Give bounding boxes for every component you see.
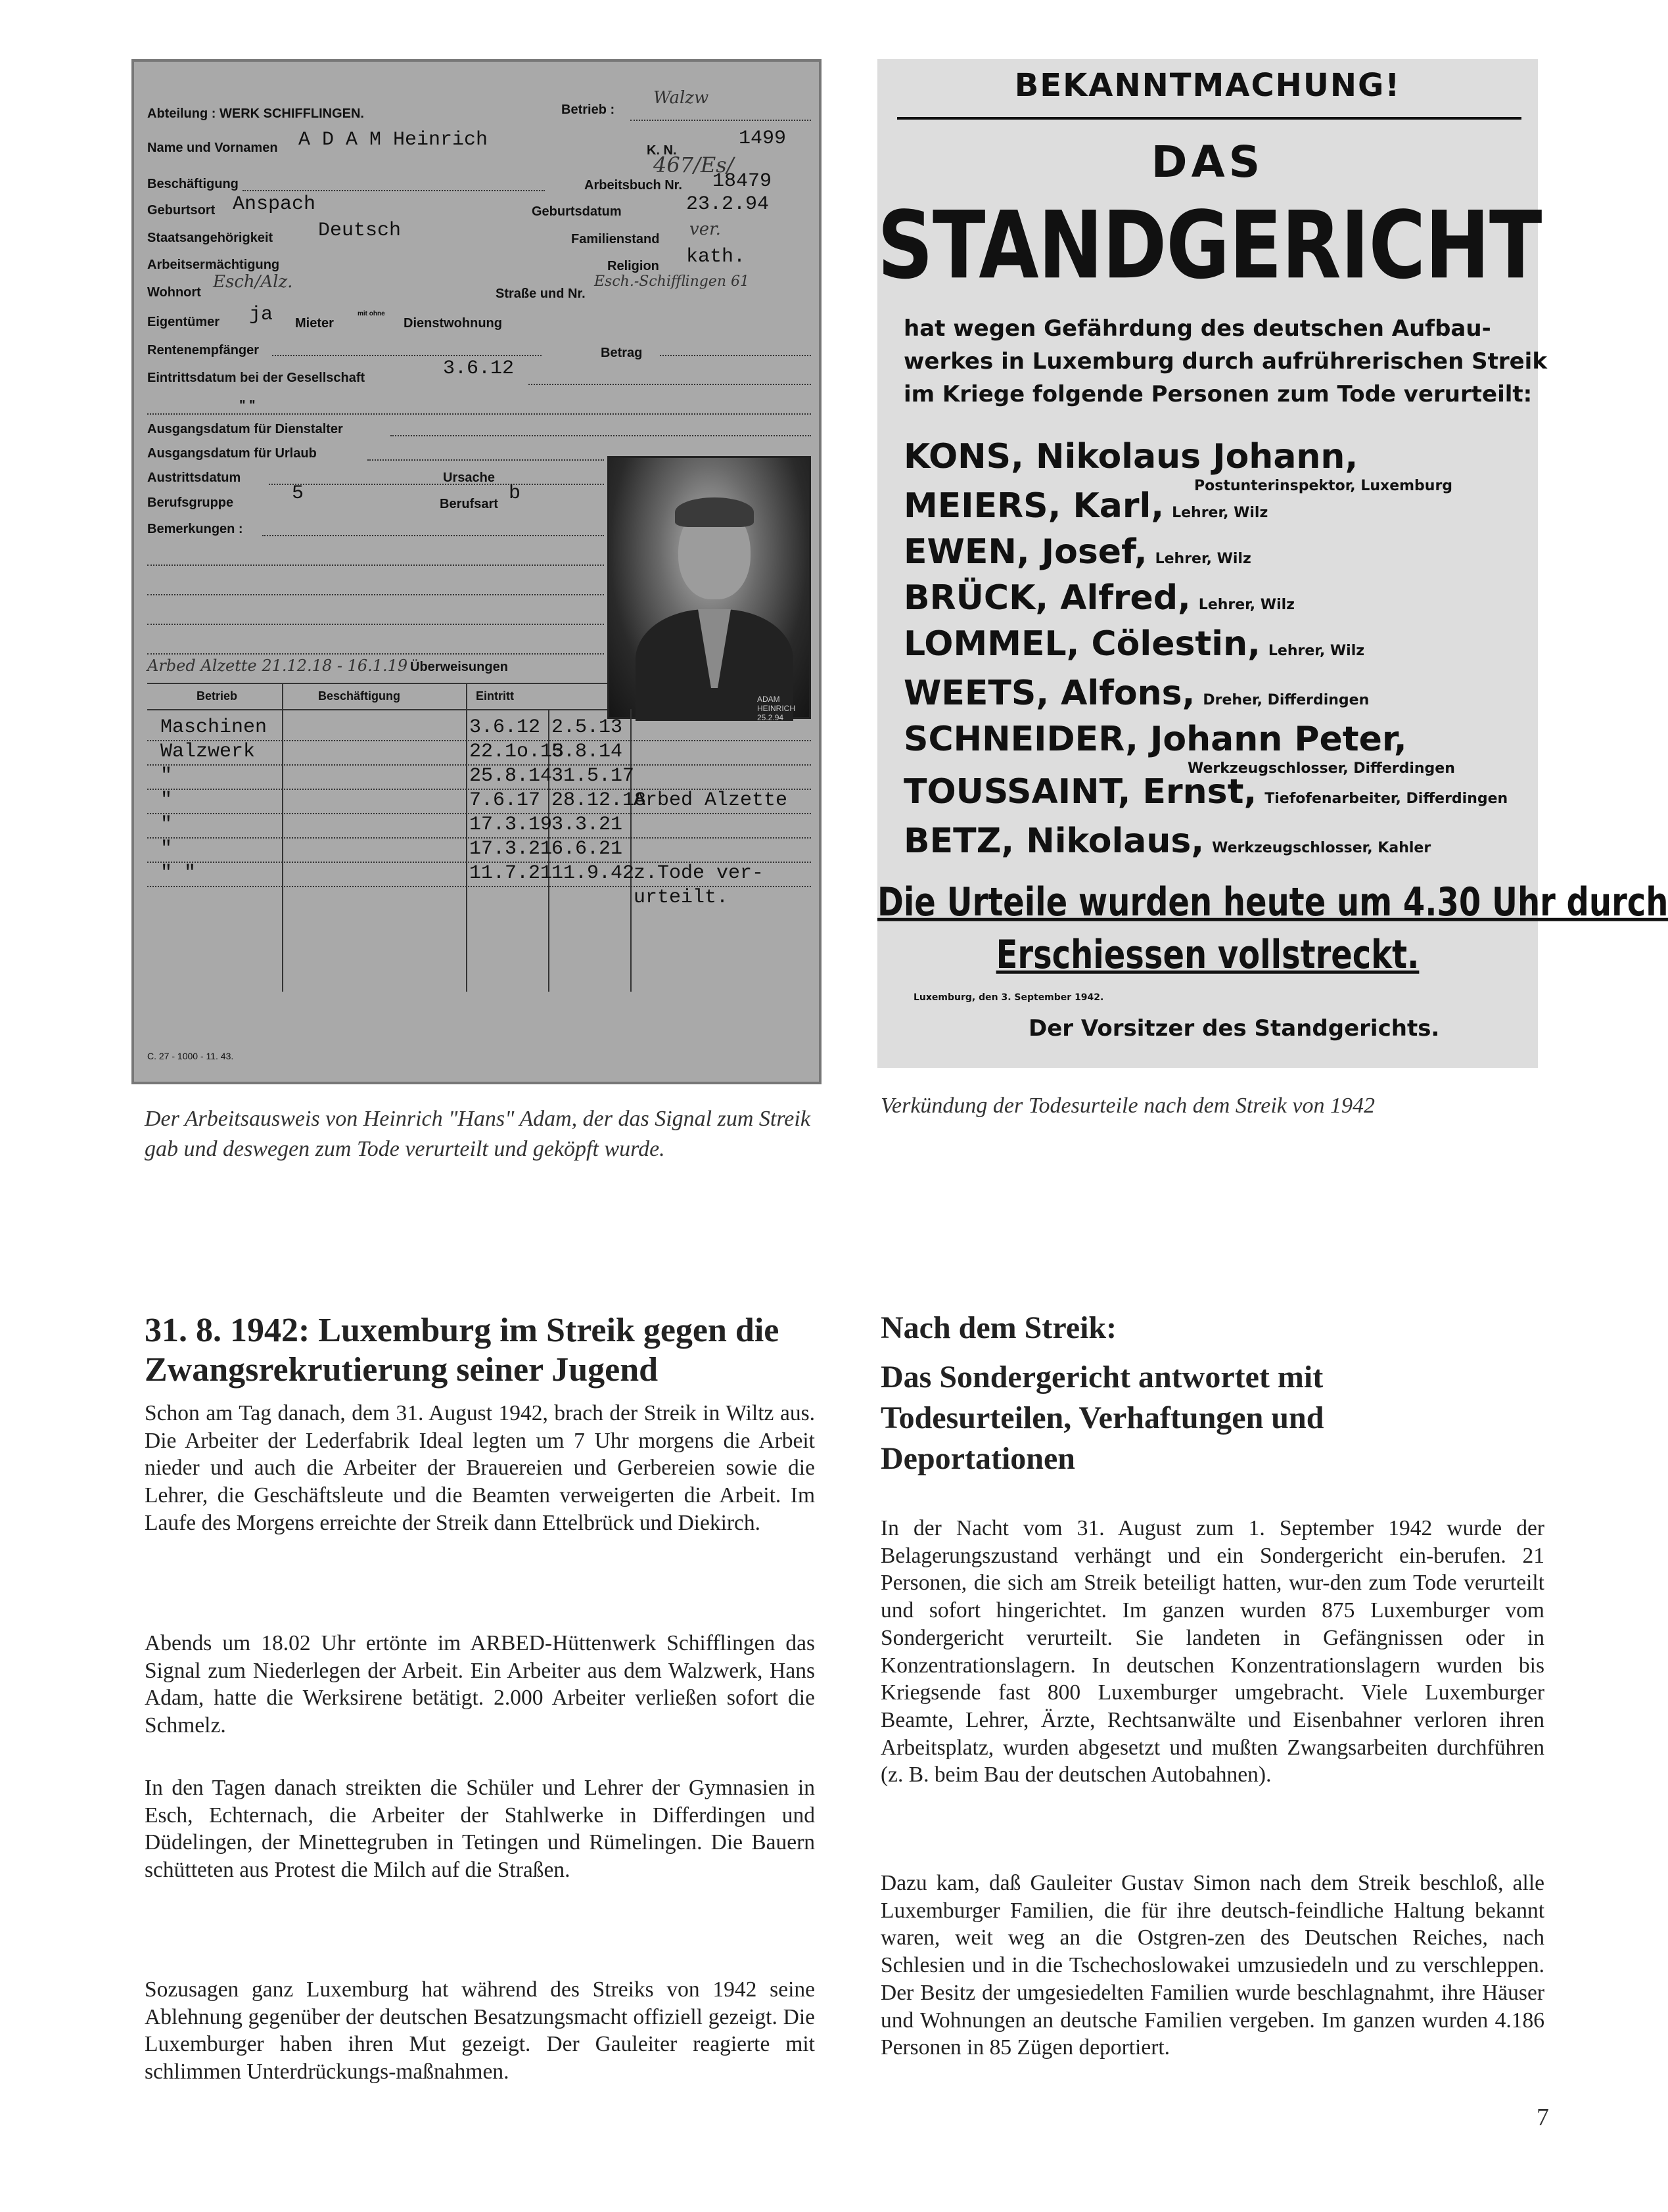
condemned-person-name: MEIERS, Karl,	[904, 486, 1165, 526]
condemned-person-name: EWEN, Josef,	[904, 532, 1147, 572]
transfer-eintritt-cell: 17.3.19	[469, 814, 553, 836]
transfer-betrieb-cell: "	[160, 789, 173, 812]
transfer-austritt-cell: 2.5.13	[551, 716, 623, 739]
transfer-austritt-cell: 28.12.18	[551, 789, 647, 812]
mit-ohne-label: mit ohne	[358, 310, 385, 317]
berufsart-label: Berufsart	[440, 497, 498, 511]
condemned-person-occupation: Dreher, Differdingen	[1203, 692, 1370, 708]
caption-poster: Verkündung der Todesurteile nach dem Streik von 1942	[881, 1094, 1375, 1118]
ueberweisungen-label: Überweisungen	[410, 660, 508, 674]
poster-signature: Der Vorsitzer des Standgerichts.	[1029, 1015, 1440, 1042]
transfer-austritt-cell: 6.6.21	[551, 838, 623, 860]
wohnort-handwriting: Esch/Alz.	[213, 272, 293, 292]
eigentuemer-label: Eigentümer	[147, 315, 220, 329]
transfer-austritt-cell: 3.3.21	[551, 814, 623, 836]
condemned-person-entry	[904, 578, 1295, 618]
name-value: A D A M Heinrich	[298, 129, 488, 151]
bemerkungen-label: Bemerkungen :	[147, 522, 243, 536]
transfer-austritt-cell: 11.9.42	[551, 862, 635, 885]
portrait-photo	[607, 456, 811, 722]
condemned-person-entry	[904, 720, 1455, 777]
condemned-person-entry	[904, 437, 1453, 494]
geburtsort-label: Geburtsort	[147, 203, 216, 218]
ausgangsdatum-urlaub-label: Ausgangsdatum für Urlaub	[147, 446, 317, 461]
austrittsdatum-label: Austrittsdatum	[147, 471, 241, 485]
geburtsdatum-label: Geburtsdatum	[532, 204, 622, 219]
left-paragraph-1: Schon am Tag danach, dem 31. August 1942, brach der Streik in Wiltz aus. Die Arbeiter der Lederfabrik Ideal legten um 7 Uhr morgens die Arbeit nieder und auch die Arbeiter der Brauereien und Gerbereien sowie die Lehrer, die Geschäftsleute und die Beamten verweigerten die Arbeit. Im Laufe des Morgens erreichte der Streik dann Ettelbrück und Diekirch.	[145, 1401, 815, 1535]
condemned-person-entry	[904, 772, 1508, 812]
condemned-person-name: BETZ, Nikolaus,	[904, 821, 1205, 861]
transfer-austritt-cell: 31.5.17	[551, 765, 635, 787]
poster-verdict-line1: Die Urteile wurden heute um 4.30 Uhr durch	[877, 879, 1668, 925]
poster-intro-line: hat wegen Gefährdung des deutschen Aufbau-	[904, 315, 1491, 342]
col-betrieb-header: Betrieb	[197, 689, 238, 703]
condemned-person-occupation: Lehrer, Wilz	[1198, 597, 1295, 613]
right-paragraph-2: Dazu kam, daß Gauleiter Gustav Simon nach dem Streik beschloß, alle Luxemburger Familien, die für ihre deutsch-feindliche Haltung bekannt waren, weit weg an die Ostgren-zen des Deutschen Reiches, nach Schlesien und in die Tschechoslowakei umzusiedeln und zu verschleppen. Der Besitz der umgesiedelten Familien wurde beschlagnahmt, ihre Häuser und Wohnungen an deutsche Familien vergeben. Im ganzen wurden 4.186 Personen in 85 Zügen deportiert.	[881, 1871, 1544, 2060]
poster-standgericht: STANDGERICHT	[877, 191, 1542, 300]
rentenempfaenger-label: Rentenempfänger	[147, 343, 260, 357]
abteilung-label: Abteilung : WERK SCHIFFLINGEN.	[147, 106, 364, 121]
left-paragraph-3: In den Tagen danach streikten die Schüler und Lehrer der Gymnasien in Esch, Echternach, die Arbeiter der Stahlwerke in Differdingen und Düdelingen, der Minettegruben in Tetingen und Rümelingen. Die Bauern schütteten aus Protest die Milch auf die Straßen.	[145, 1776, 815, 1883]
left-article-heading: 31. 8. 1942: Luxemburg im Streik gegen die Zwangsrekrutierung seiner Jugend	[145, 1312, 779, 1389]
berufsgruppe-value: 5	[292, 482, 304, 505]
betrieb-handwriting: Walzw	[653, 88, 709, 108]
berufsgruppe-label: Berufsgruppe	[147, 495, 234, 510]
transfer-austritt-cell: 5.8.14	[551, 741, 623, 763]
transfer-note-cell: z.Tode ver-	[634, 862, 764, 885]
ditto-marks: " "	[239, 398, 256, 413]
work-id-card-photo	[131, 59, 822, 1084]
right-paragraph-1: In der Nacht vom 31. August zum 1. September 1942 wurde der Belagerungszustand verhängt und ein Sondergericht ein-berufen. 21 Personen, die sich am Streik beteiligt hatten, wur-den zum Tode verurteilt und sofort hingerichtet. Im ganzen wurden 875 Luxemburger vom Sondergericht verurteilt. Sie landeten in Gefängnissen oder in Konzentrationslagern. In deutschen Konzentrationslagern wurden bis Kriegsende fast 800 Luxemburger umgebracht. Viele Luxemburger Beamte, Lehrer, Ärzte, Rechtsanwälte und Eisenbahner verloren ihren Arbeitsplatz, wurden abgesetzt und mußten Zwangsarbeiten durchführen (z. B. beim Bau der deutschen Autobahnen).	[881, 1516, 1544, 1787]
poster-place-date: Luxemburg, den 3. September 1942.	[914, 992, 1104, 1003]
religion-value: kath.	[686, 246, 746, 268]
col-eintritt-header: Eintritt	[476, 689, 514, 703]
betrieb-label: Betrieb :	[561, 103, 615, 117]
staatsangehoerigkeit-value: Deutsch	[318, 219, 402, 242]
poster-intro-line: werkes in Luxemburg durch aufrührerischen Streik	[904, 348, 1547, 375]
caption-work-card: Der Arbeitsausweis von Heinrich "Hans" Adam, der das Signal zum Streik gab und deswegen zum Tode verurteilt und geköpft wurde.	[145, 1107, 810, 1161]
arbeitsermaechtigung-label: Arbeitsermächtigung	[147, 258, 280, 272]
transfer-eintritt-cell: 11.7.21	[469, 862, 553, 885]
ursache-label: Ursache	[443, 471, 495, 485]
arbeitsbuch-handwriting: 467/Es/	[653, 152, 734, 177]
condemned-person-occupation: Tiefofenarbeiter, Differdingen	[1264, 791, 1508, 807]
condemned-person-entry	[904, 674, 1369, 713]
condemned-person-occupation: Werkzeugschlosser, Differdingen	[1188, 760, 1455, 777]
standgericht-poster-photo	[877, 59, 1668, 1068]
transfer-betrieb-cell: Maschinen	[160, 716, 267, 739]
name-label: Name und Vornamen	[147, 141, 278, 155]
condemned-person-name: SCHNEIDER, Johann Peter,	[904, 720, 1407, 759]
transfer-betrieb-cell: "	[160, 814, 173, 836]
transfer-betrieb-cell: "	[160, 765, 173, 787]
transfer-eintritt-cell: 25.8.14	[469, 765, 553, 787]
condemned-person-occupation: Lehrer, Wilz	[1268, 643, 1365, 659]
page-number: 7	[1537, 2104, 1549, 2131]
condemned-person-entry	[904, 532, 1251, 572]
ausgangsdatum-dienstalter-label: Ausgangsdatum für Dienstalter	[147, 422, 343, 436]
transfer-eintritt-cell: 17.3.21	[469, 838, 553, 860]
photo-caption: ADAM HEINRICH 25.2.94	[757, 695, 796, 722]
religion-label: Religion	[607, 259, 659, 273]
condemned-person-occupation: Werkzeugschlosser, Kahler	[1212, 840, 1431, 856]
eintrittsdatum-label: Eintrittsdatum bei der Gesellschaft	[147, 371, 365, 385]
transfer-betrieb-cell: "	[160, 838, 173, 860]
geburtsort-value: Anspach	[233, 193, 316, 216]
transfer-note-cell: urteilt.	[634, 887, 729, 909]
poster-verdict-line2: Erschiessen vollstreckt.	[996, 932, 1420, 978]
condemned-person-entry	[904, 821, 1431, 861]
card-print-code: C. 27 - 1000 - 11. 43.	[147, 1051, 234, 1061]
familienstand-label: Familienstand	[571, 232, 660, 246]
condemned-person-name: BRÜCK, Alfred,	[904, 578, 1191, 618]
condemned-person-occupation: Postunterinspektor, Luxemburg	[1194, 478, 1453, 494]
ueberweisungen-handwriting: Arbed Alzette 21.12.18 - 16.1.19	[147, 657, 408, 675]
condemned-person-name: WEETS, Alfons,	[904, 674, 1195, 713]
condemned-person-name: LOMMEL, Cölestin,	[904, 624, 1261, 664]
beschaeftigung-label: Beschäftigung	[147, 177, 239, 191]
poster-das: DAS	[1151, 137, 1264, 187]
strasse-handwriting: Esch.-Schifflingen 61	[594, 273, 750, 290]
transfer-betrieb-cell: " "	[160, 862, 197, 885]
arbeitsbuch-label: Arbeitsbuch Nr.	[584, 178, 682, 193]
condemned-person-entry	[904, 486, 1268, 526]
arbeitsbuch-value: 18479	[712, 170, 772, 193]
staatsangehoerigkeit-label: Staatsangehörigkeit	[147, 231, 273, 245]
transfer-betrieb-cell: Walzwerk	[160, 741, 256, 763]
kn-label: K. N.	[647, 143, 677, 158]
wohnort-label: Wohnort	[147, 285, 201, 300]
strasse-label: Straße und Nr.	[496, 287, 586, 301]
dienstwohnung-label: Dienstwohnung	[404, 316, 502, 331]
kn-value: 1499	[739, 127, 787, 150]
right-article-heading-2: Das Sondergericht antwortet mit Todesurteilen, Verhaftungen und Deportationen	[881, 1360, 1324, 1476]
familienstand-handwriting: ver.	[689, 219, 721, 239]
condemned-person-occupation: Lehrer, Wilz	[1155, 551, 1251, 567]
betrag-label: Betrag	[601, 346, 643, 360]
berufsart-value: b	[509, 482, 521, 505]
transfer-note-cell: Arbed Alzette	[634, 789, 788, 812]
condemned-person-name: TOUSSAINT, Ernst,	[904, 772, 1257, 812]
mieter-label: Mieter	[295, 316, 334, 331]
transfer-eintritt-cell: 7.6.17	[469, 789, 541, 812]
poster-intro-line: im Kriege folgende Personen zum Tode verurteilt:	[904, 381, 1533, 407]
left-paragraph-2: Abends um 18.02 Uhr ertönte im ARBED-Hüttenwerk Schifflingen das Signal zum Niederlegen der Arbeit. Ein Arbeiter aus dem Walzwerk, Hans Adam, hatte die Werksirene betätigt. 2.000 Arbeiter verließen sofort die Schmelz.	[145, 1631, 815, 1738]
eintrittsdatum-value: 3.6.12	[443, 357, 515, 380]
condemned-person-name: KONS, Nikolaus Johann,	[904, 437, 1358, 476]
right-article-heading-1: Nach dem Streik:	[881, 1310, 1117, 1345]
eigentuemer-value: ja	[249, 304, 273, 326]
condemned-person-entry	[904, 624, 1364, 664]
poster-title: BEKANNTMACHUNG!	[1014, 67, 1401, 104]
left-paragraph-4: Sozusagen ganz Luxemburg hat während des Streiks von 1942 seine Ablehnung gegenüber der deutschen Besatzungsmacht offiziell gezeigt. Die Luxemburger haben ihren Mut gezeigt. Der Gauleiter reagierte mit schlimmen Unterdrückungs-maßnahmen.	[145, 1977, 815, 2085]
transfer-eintritt-cell: 3.6.12	[469, 716, 541, 739]
transfer-eintritt-cell: 22.1o.13	[469, 741, 565, 763]
col-beschaeftigung-header: Beschäftigung	[318, 689, 401, 703]
condemned-person-occupation: Lehrer, Wilz	[1172, 505, 1268, 521]
geburtsdatum-value: 23.2.94	[686, 193, 770, 216]
